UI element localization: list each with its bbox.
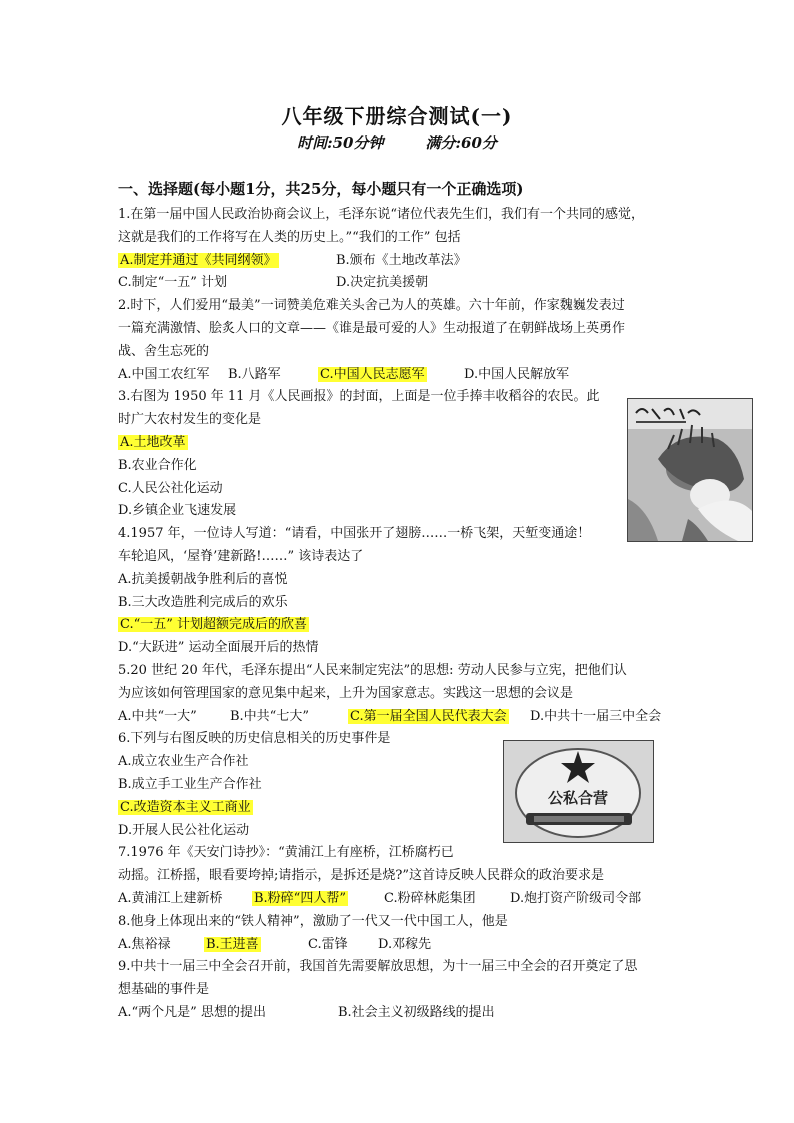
joint-venture-badge-image	[503, 740, 654, 843]
q6-option-c-answer: C.改造资本主义工商业	[120, 799, 251, 815]
q5-stem-line: 为应该如何管理国家的意见集中起来，上升为国家意志。实践这一思想的会议是	[118, 685, 574, 701]
q9-stem-line: 想基础的事件是	[118, 982, 210, 998]
q1-option-a-answer: A.制定并通过《共同纲领》	[120, 252, 277, 268]
q1-options	[118, 250, 678, 273]
q4-stem-line: 4.1957 年，一位诗人写道：“请看，中国张开了翅膀……一桥飞架，天堑变通途！	[118, 526, 591, 542]
q3-option-a-answer: A.土地改革	[120, 434, 186, 450]
q9-stem-line: 9.中共十一届三中全会召开前，我国首先需要解放思想，为十一届三中全会的召开奠定了思	[118, 959, 638, 975]
q7-option-b-answer: B.粉碎“四人帮”	[254, 890, 346, 906]
q2-stem-line: 战、舍生忘死的	[118, 343, 210, 359]
q5-option-c-answer: C.第一届全国人民代表大会	[350, 708, 507, 724]
q2-option-b: B.八路军	[228, 366, 281, 382]
q6-option-d: D.开展人民公社化运动	[118, 822, 250, 838]
q1-option-c: C.制定“一五” 计划	[118, 275, 228, 291]
q4-option-c-answer: C.“一五” 计划超额完成后的欣喜	[120, 617, 308, 633]
q3-option-c: C.人民公社化运动	[118, 480, 223, 496]
q6-stem-line: 6.下列与右图反映的历史信息相关的历史事件是	[118, 731, 391, 747]
section-title: 一、选择题(每小题1分，共25分，每小题只有一个正确选项)	[118, 180, 524, 198]
q3-option-d: D.乡镇企业飞速发展	[118, 503, 237, 519]
q7-option-d: D.炮打资产阶级司令部	[510, 890, 642, 906]
full-score: 满分:60分	[425, 134, 497, 152]
q7-option-c: C.粉碎林彪集团	[384, 890, 476, 906]
q8-option-b-answer: B.王进喜	[206, 936, 259, 952]
q3-stem-line: 3.右图为 1950 年 11 月《人民画报》的封面，上面是一位手捧丰收稻谷的农民。此	[118, 389, 600, 405]
q6-option-a: A.成立农业生产合作社	[118, 754, 249, 770]
exam-info	[0, 132, 794, 153]
q2-option-c-answer: C.中国人民志愿军	[320, 366, 425, 382]
q7-options	[118, 888, 678, 911]
q7-stem-line: 7.1976 年《天安门诗抄》：“黄浦江上有座桥，江桥腐朽已	[118, 845, 454, 861]
page-title: 八年级下册综合测试(一)	[281, 104, 513, 128]
q4-option-a: A.抗美援朝战争胜利后的喜悦	[118, 571, 288, 587]
farmer-photo-icon	[628, 399, 752, 541]
q2-stem-line: 一篇充满激情、脍炙人口的文章——《谁是最可爱的人》生动报道了在朝鲜战场上英勇作	[118, 320, 626, 336]
q9-option-b: B.社会主义初级路线的提出	[338, 1004, 495, 1020]
q8-option-c: C.雷锋	[308, 936, 348, 952]
q2-option-d: D.中国人民解放军	[464, 366, 570, 382]
q1-stem-line: 这就是我们的工作将写在人类的历史上。”“我们的工作” 包括	[118, 229, 461, 245]
q5-option-d: D.中共十一届三中全会	[530, 708, 662, 724]
q1-options	[118, 272, 678, 295]
q3-option-b: B.农业合作化	[118, 457, 197, 473]
q3-stem-line: 时广大农村发生的变化是	[118, 412, 262, 428]
q9-options	[118, 1002, 678, 1025]
q4-option-d: D.“大跃进” 运动全面展开后的热情	[118, 640, 319, 656]
badge-text: 公私合营	[547, 789, 609, 807]
q5-option-a: A.中共“一大”	[118, 708, 197, 724]
q4-stem-line: 车轮追风，‘屋脊’建新路!……” 该诗表达了	[118, 548, 364, 564]
q8-options	[118, 934, 678, 957]
q7-stem-line: 动摇。江桥摇，眼看要垮掉;请指示，是拆还是烧?”这首诗反映人民群众的政治要求是	[118, 868, 604, 884]
time-limit: 时间:50分钟	[297, 134, 384, 152]
q8-stem-line: 8.他身上体现出来的“铁人精神”，激励了一代又一代中国工人，他是	[118, 913, 508, 929]
q5-stem-line: 5.20 世纪 20 年代，毛泽东提出“人民来制定宪法”的思想: 劳动人民参与立宪，把他们认	[118, 662, 627, 678]
q2-stem-line: 2.时下，人们爱用“最美”一词赞美危难关头舍己为人的英雄。六十年前，作家魏巍发表过	[118, 298, 625, 314]
q7-option-a: A.黄浦江上建新桥	[118, 890, 223, 906]
q4-option-b: B.三大改造胜利完成后的欢乐	[118, 594, 288, 610]
q6-option-b: B.成立手工业生产合作社	[118, 776, 262, 792]
q5-options	[118, 706, 678, 729]
questions	[118, 204, 678, 1025]
q2-options	[118, 364, 678, 387]
q5-option-b: B.中共“七大”	[230, 708, 309, 724]
pictorial-cover-image	[627, 398, 753, 542]
q1-option-b: B.颁布《土地改革法》	[336, 252, 467, 268]
q1-stem-line: 1.在第一届中国人民政治协商会议上，毛泽东说“诸位代表先生们，我们有一个共同的感觉，	[118, 207, 645, 222]
badge-photo-icon	[504, 741, 653, 842]
q1-option-d: D.决定抗美援朝	[336, 275, 429, 291]
q8-option-d: D.邓稼先	[378, 936, 432, 952]
q8-option-a: A.焦裕禄	[118, 936, 171, 952]
q9-option-a: A.“两个凡是” 思想的提出	[118, 1004, 266, 1020]
q2-option-a: A.中国工农红军	[118, 366, 210, 382]
